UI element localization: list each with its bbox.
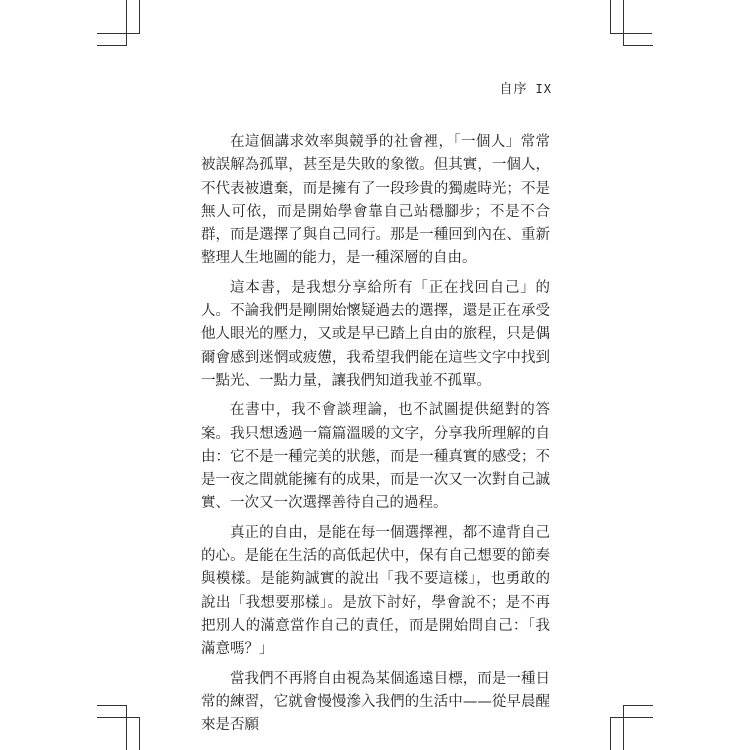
paragraph: 在書中，我不會談理論，也不試圖提供絕對的答案。我只想透過一篇篇溫暖的文字，分享我所理解的自由：它不是一種完美的狀態，而是一種真實的感受；不是一夜之間就能擁有的成果，而是一次又一次對自己誠實、一次又一次選擇善待自己的過程。 <box>201 402 550 512</box>
crop-mark-top-right-vertical-2 <box>623 0 624 46</box>
paragraph: 當我們不再將自由視為某個遙遠目標，而是一種日常的練習，它就會慢慢滲入我們的生活中——從早晨醒來是否願 <box>201 670 550 734</box>
crop-mark-bottom-left-horizontal <box>97 705 127 706</box>
crop-mark-top-right-vertical <box>610 0 611 34</box>
paragraph: 這本書，是我想分享給所有「正在找回自己」的人。不論我們是剛開始懷疑過去的選擇，還是正在承受他人眼光的壓力，又或是早已踏上自由的旅程，只是偶爾會感到迷惘或疲憊，我希望我們能在這些文字中找到一點光、一點力量，讓我們知道我並不孤單。 <box>201 279 550 389</box>
crop-mark-bottom-right-vertical <box>623 705 624 750</box>
running-header <box>500 78 552 97</box>
crop-mark-bottom-right-horizontal <box>623 705 653 706</box>
crop-mark-top-left-horizontal <box>97 33 139 34</box>
crop-mark-bottom-left-vertical-2 <box>139 717 140 750</box>
crop-mark-bottom-right-vertical-2 <box>610 717 611 750</box>
crop-mark-top-right-horizontal <box>610 33 652 34</box>
crop-mark-top-left-vertical-2 <box>139 0 140 34</box>
chapter-title: 自序 <box>499 82 528 97</box>
crop-mark-bottom-right-horizontal-2 <box>610 717 653 718</box>
crop-mark-top-left-horizontal-2 <box>97 45 127 46</box>
paragraph: 在這個講求效率與競爭的社會裡，「一個人」常常被誤解為孤單，甚至是失敗的象徵。但其實，一個人，不代表被遺棄，而是擁有了一段珍貴的獨處時光；不是無人可依，而是開始學會靠自己站穩腳步；不是不合群，而是選擇了與自己同行。那是一種回到內在、重新整理人生地圖的能力，是一種深層的自由。 <box>201 134 550 267</box>
crop-mark-top-left-vertical <box>126 0 127 46</box>
crop-mark-bottom-left-vertical <box>126 705 127 750</box>
page-number: IX <box>535 82 552 96</box>
crop-mark-top-right-horizontal-2 <box>623 45 653 46</box>
body-text <box>201 131 550 743</box>
paragraph: 真正的自由，是能在每一個選擇裡，都不違背自己的心。是能在生活的高低起伏中，保有自己想要的節奏與模樣。是能夠誠實的說出「我不要這樣」，也勇敢的說出「我想要那樣」。是放下討好，學會說不；是不再把別人的滿意當作自己的責任，而是開始問自己：「我滿意嗎？」 <box>201 524 550 658</box>
crop-mark-bottom-left-horizontal-2 <box>97 717 140 718</box>
